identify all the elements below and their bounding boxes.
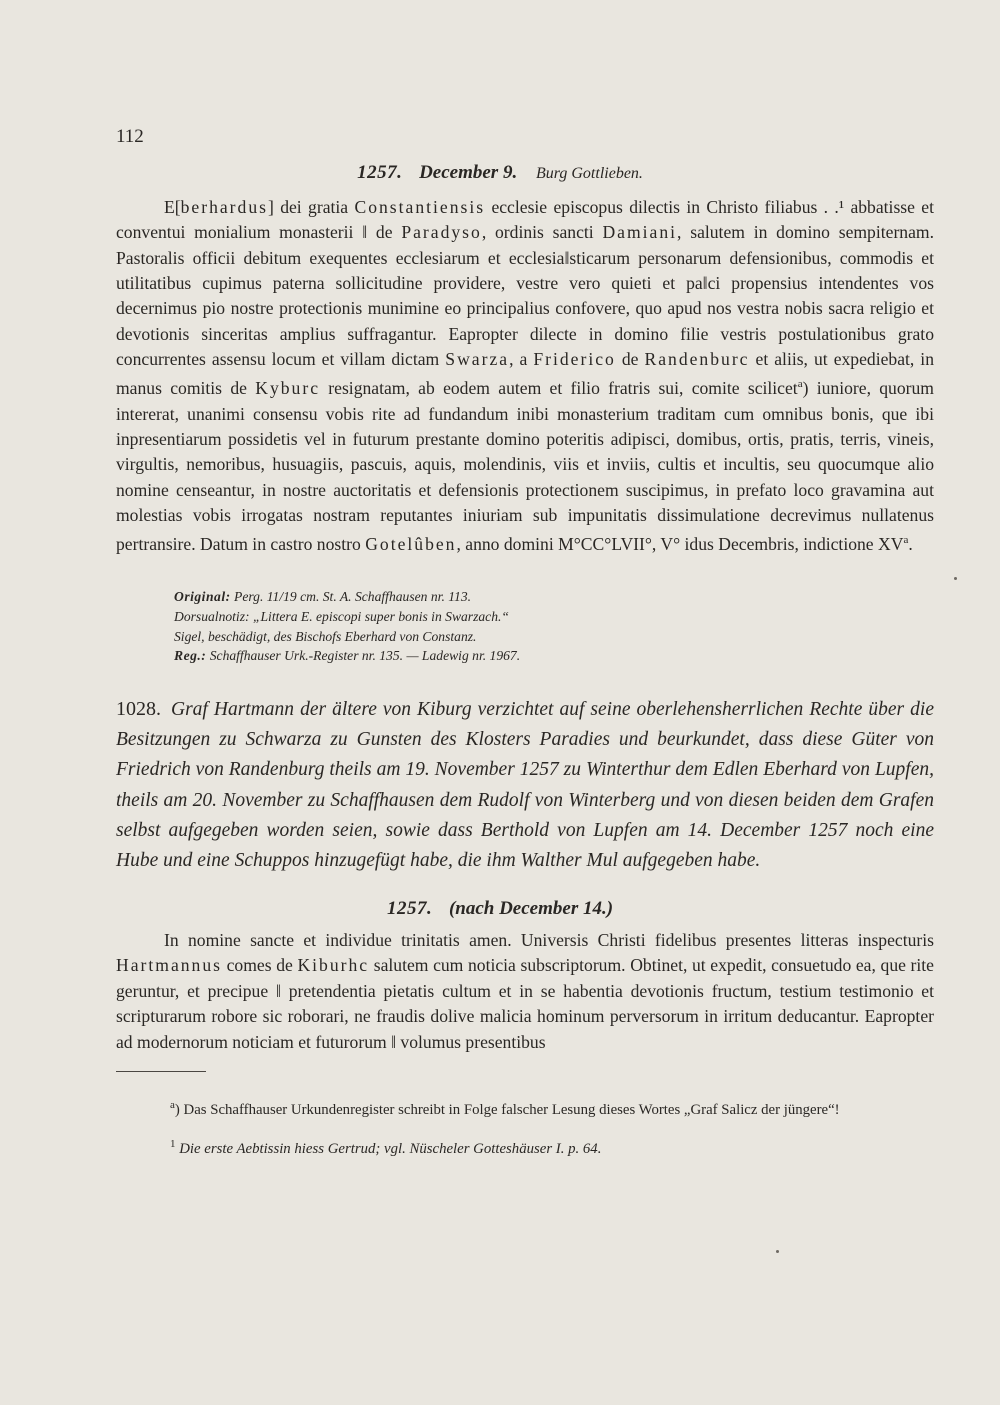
- text-run: , ordinis sancti: [481, 222, 603, 243]
- paper-speck: [954, 577, 957, 580]
- spaced-name: Randenburc: [644, 349, 750, 370]
- charter-1-heading: [0, 162, 1000, 184]
- text-run: ecclesie episcopus dilectis in Christo filiabus . .¹ abbatisse et conventui monialium monasterii ‖ de: [116, 197, 934, 243]
- note-label: Original:: [174, 589, 231, 604]
- note-seal: [174, 627, 934, 647]
- note-text: Sigel, beschädigt, des Bischofs Eberhard von Constanz.: [174, 628, 477, 644]
- spaced-name: Constantiensis: [354, 197, 486, 217]
- note-text: Schaffhauser Urk.-Register nr. 135. — Ladewig nr. 1967.: [209, 648, 521, 664]
- note-reg: [174, 646, 934, 666]
- charter-1-year: 1257.: [357, 162, 403, 183]
- spaced-name: Damiani: [602, 222, 678, 243]
- text-run: et aliis, ut expediebat, in manus comitis de: [116, 349, 934, 399]
- footnote-text: Die erste Aebtissin hiess Gertrud; vgl. Nüscheler Gotteshäuser I. p. 64.: [175, 1140, 602, 1157]
- text-run: ] dei gratia: [267, 197, 355, 217]
- footnote-text: ) Das Schaffhauser Urkundenregister schreibt in Folge falscher Lesung dieses Wortes „Graf Salicz der jüngere“!: [174, 1101, 840, 1118]
- charter-1-place: Burg Gottlieben.: [535, 165, 643, 182]
- spaced-name: Kyburc: [255, 378, 320, 399]
- spaced-name: berhardus: [180, 197, 268, 217]
- regest-1028: [116, 694, 934, 876]
- text-run: , a: [509, 349, 534, 370]
- charter-1-notes: [174, 587, 934, 666]
- footnote-mark: 1: [170, 1138, 176, 1150]
- text-run: comes de: [222, 955, 298, 976]
- footnote-divider: [116, 1071, 206, 1072]
- spaced-name: Paradyso: [401, 222, 482, 243]
- charter-2-heading: [0, 898, 1000, 920]
- text-run: de: [615, 349, 645, 370]
- spaced-name: Kiburhc: [297, 955, 370, 976]
- text-run: , anno domini M°CC°LVII°, V° idus Decembris, indictione XV: [456, 534, 904, 555]
- text-run: In nomine sancte et individue trinitatis amen. Universis Christi fidelibus presentes litteras inspecturis: [164, 930, 934, 950]
- footnote-1: [116, 1135, 934, 1158]
- text-run: ) iuniore, quorum intererat, unanimi consensu vobis rite ad fundandum inibi monasterium traditam cum omnibus bonis, que ibi inpresentiarum possidetis vel in futurum prestante domino poteritis adipisci, domibus, ortis, pratis, terris, vineis, virgultis, nemoribus, husuagiis, pascuis, aquis, molendinis, viis et inviis, cultis et incultis, seu quocumque alio nomine censeantur, in nostre auctoritatis et defensionis protectionem suscipimus, in prefato loco gravamina aut molestias vobis irrogatas nostram reputantes iniuriam sub impunitatis dissimulatione decrevimus nullatenus pertransire. Datum in castro nostro: [116, 378, 934, 555]
- charter-2-date: (nach December 14.): [448, 898, 614, 919]
- charter-2-year: 1257.: [386, 898, 433, 919]
- spaced-name: Swarza: [445, 349, 510, 370]
- note-label: Reg.:: [174, 648, 207, 664]
- spaced-name: Gotelûben: [365, 534, 457, 555]
- spaced-name: Friderico: [533, 349, 616, 370]
- note-text: Perg. 11/19 cm. St. A. Schaffhausen nr. 113.: [234, 589, 472, 604]
- note-label: Dorsualnotiz:: [174, 608, 250, 624]
- note-original: [174, 587, 934, 607]
- text-run: , salutem in domino sempiternam. Pastoralis officii debitum exequentes ecclesiarum et ecclesia‖sticarum personarum defensionibus, commodis et utilitatibus cupimus paterna sollicitudine providere, vestre vero quieti et pa‖ci propensius intendentes vos decernimus pio nostre protectionis munimine eo principalius confovere, quo apud nos vestra nobis sacra religio et devotionis sinceritas amplius suffragantur. Eapropter dilecte in domino filie vestris postulationibus grato concurrentes assensu locum et villam dictam: [116, 222, 934, 370]
- note-dorsual: [174, 607, 934, 627]
- footnote-mark: a: [170, 1099, 175, 1111]
- charter-1-text: [116, 195, 934, 558]
- text-run: resignatam, ab eodem autem et filio fratris sui, comite scilicet: [320, 378, 798, 399]
- note-text: „Littera E. episcopi super bonis in Swarzach.“: [252, 608, 509, 624]
- text-run: E[: [164, 197, 181, 217]
- page-number: 112: [116, 126, 144, 147]
- text-run: .: [908, 534, 913, 555]
- spaced-name: Hartmannus: [116, 955, 222, 976]
- footnote-a: [116, 1096, 934, 1119]
- charter-2-text: [116, 928, 934, 1055]
- footnote-ref: a: [797, 378, 803, 391]
- regest-number: 1028.: [116, 698, 161, 720]
- regest-text: Graf Hartmann der ältere von Kiburg verzichtet auf seine oberlehensherrlichen Rechte über die Besitzungen zu Schwarza zu Gunsten des Klosters Paradies und beurkundet, dass diese Güter von Friedrich von Randenburg theils am 19. November 1257 zu Winterthur dem Edlen Eberhard von Lupfen, theils am 20. November zu Schaffhausen dem Rudolf von Winterberg und von diesen beiden dem Grafen selbst aufgegeben worden seien, sowie dass Berthold von Lupfen am 14. December 1257 noch eine Hube und eine Schuppos hinzugefügt habe, die ihm Walther Mul aufgegeben habe.: [116, 699, 934, 872]
- text-run: salutem cum noticia subscriptorum. Obtinet, ut expedit, consuetudo ea, que rite geruntur, et precipue ‖ pretendentia pietatis cultum et in se habentia devotionis fructum, testium testimonio et scripturarum robore sic roborari, ne fraudis dolive malicia hominum perversorum in irritum deducantur. Eapropter ad modernorum noticiam et futurorum ‖ volumus presentibus: [116, 955, 934, 1052]
- charter-1-date: December 9.: [419, 162, 518, 183]
- superscript: a: [903, 534, 909, 547]
- paper-speck: [776, 1250, 779, 1253]
